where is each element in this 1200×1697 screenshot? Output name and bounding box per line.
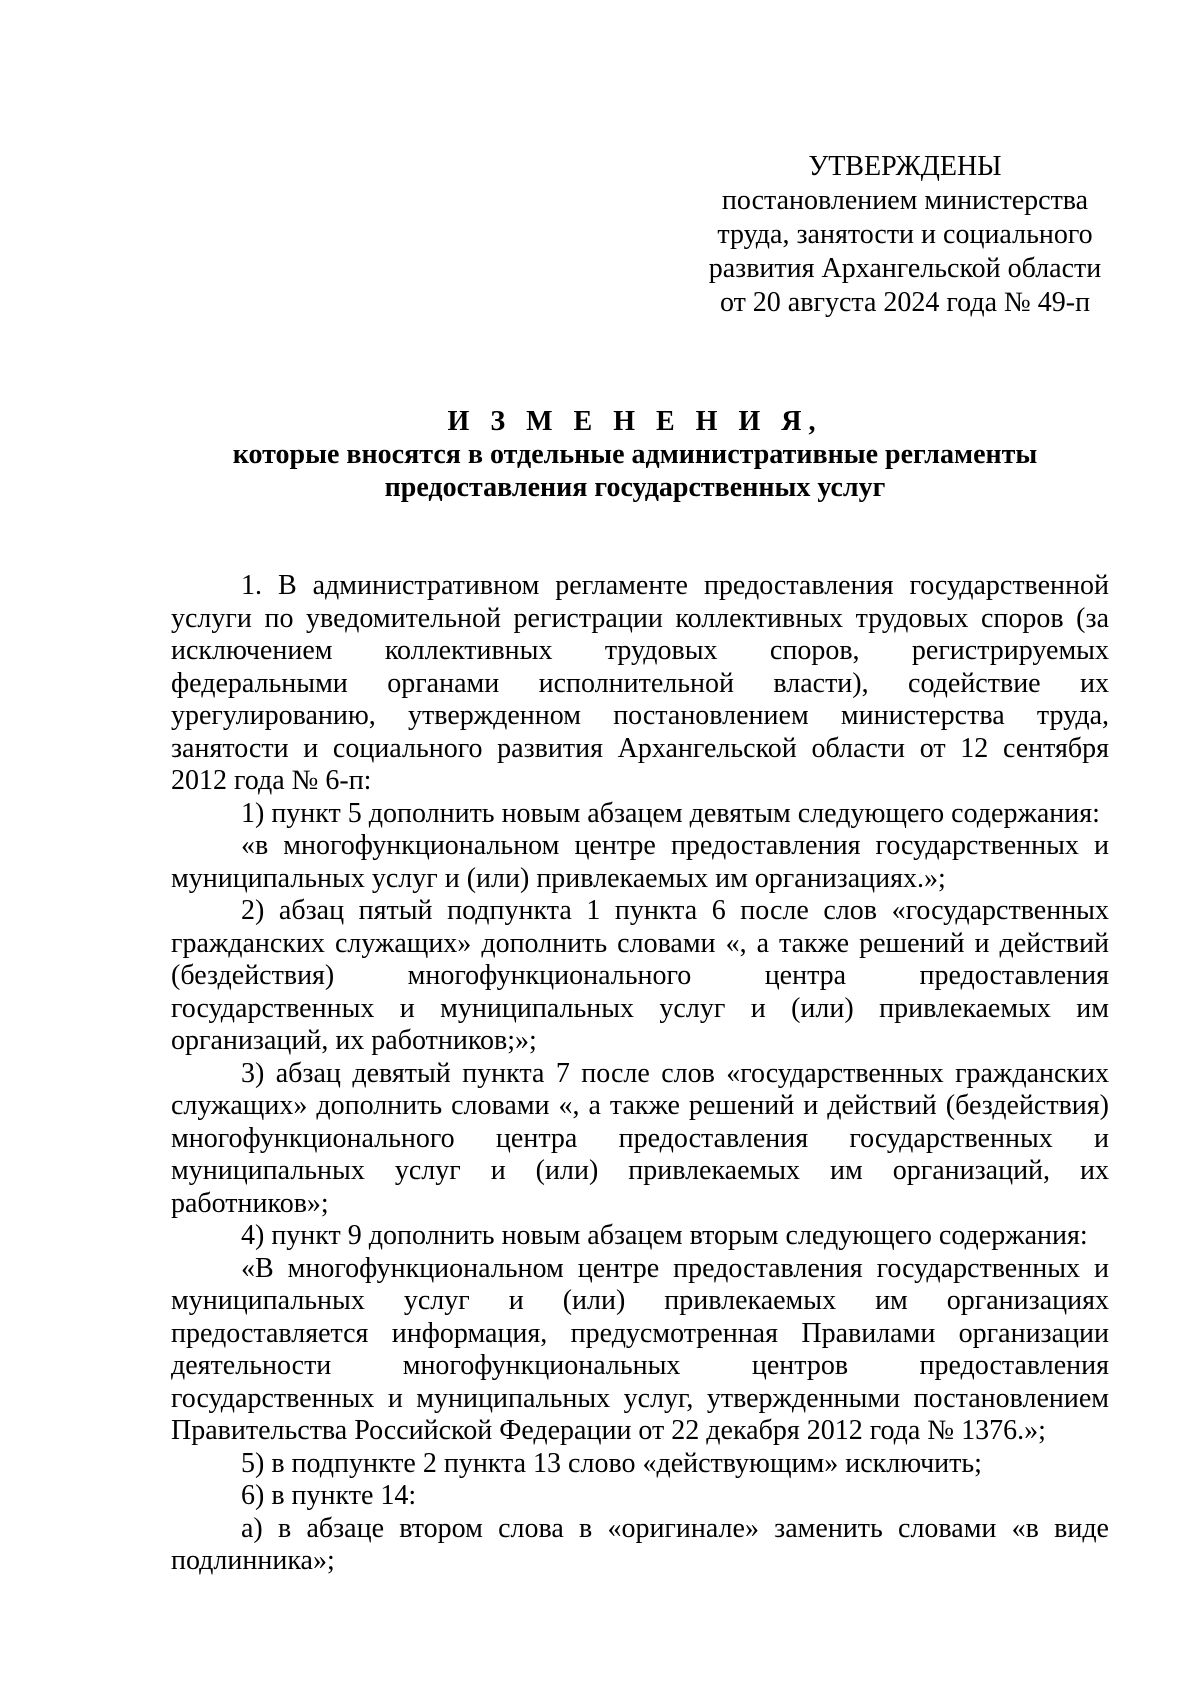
approval-date-line: от 20 августа 2024 года № 49-п <box>719 287 1091 318</box>
document-heading <box>170 405 1100 504</box>
approval-line: развития Архангельской области <box>708 253 1102 284</box>
document-title: И З М Е Н Е Н И Я, <box>447 406 823 437</box>
approval-line: постановлением министерства <box>721 185 1089 216</box>
paragraph: «в многофункциональном центре предоставления государственных и муниципальных услуг и (или) привлекаемых им организациях.»; <box>171 830 1109 894</box>
paragraph: 2) абзац пятый подпункта 1 пункта 6 после слов «государственных гражданских служащих» дополнить словами «, а также решений и действий (бездействия) многофункционального центра предоставления государственных и муниципальных услуг и (или) привлекаемых им организаций, их работников;»; <box>171 895 1109 1056</box>
paragraph: 3) абзац девятый пункта 7 после слов «государственных гражданских служащих» дополнить словами «, а также решений и действий (бездействия) многофункционального центра предоставления государственных и муниципальных услуг и (или) привлекаемых им организаций, их работников»; <box>171 1057 1109 1219</box>
document-subtitle-line: которые вносятся в отдельные административные регламенты <box>232 439 1038 470</box>
paragraph: 5) в подпункте 2 пункта 13 слово «действующим» исключить; <box>241 1447 982 1479</box>
paragraph: 1. В административном регламенте предоставления государственной услуги по уведомительной регистрации коллективных трудовых споров (за исключением коллективных трудовых споров, регистрируемых федеральными органами исполнительной власти), содействие их урегулированию, утвержденном постановлением министерства труда, занятости и социального развития Архангельской области от 12 сентября 2012 года № 6-п: <box>171 570 1109 796</box>
paragraph: 6) в пункте 14: <box>241 1480 417 1511</box>
document-body <box>171 570 1109 1578</box>
approval-title: УТВЕРЖДЕНЫ <box>808 151 1002 182</box>
paragraph: а) в абзаце втором слова в «оригинале» заменить словами «в виде подлинника»; <box>171 1512 1109 1576</box>
paragraph: 4) пункт 9 дополнить новым абзацем вторым следующего содержания: <box>241 1220 1088 1251</box>
document-subtitle-line: предоставления государственных услуг <box>384 472 886 503</box>
paragraph: 1) пункт 5 дополнить новым абзацем девятым следующего содержания: <box>241 797 1100 829</box>
approval-stamp <box>700 150 1110 320</box>
approval-line: труда, занятости и социального <box>717 219 1093 250</box>
paragraph: «В многофункциональном центре предоставления государственных и муниципальных услуг и (или) привлекаемых им организациях предоставляется информация, предусмотренная Правилами организации деятельности многофункциональных центров предоставления государственных и муниципальных услуг, утвержденными постановлением Правительства Российской Федерации от 22 декабря 2012 года № 1376.»; <box>171 1252 1109 1446</box>
